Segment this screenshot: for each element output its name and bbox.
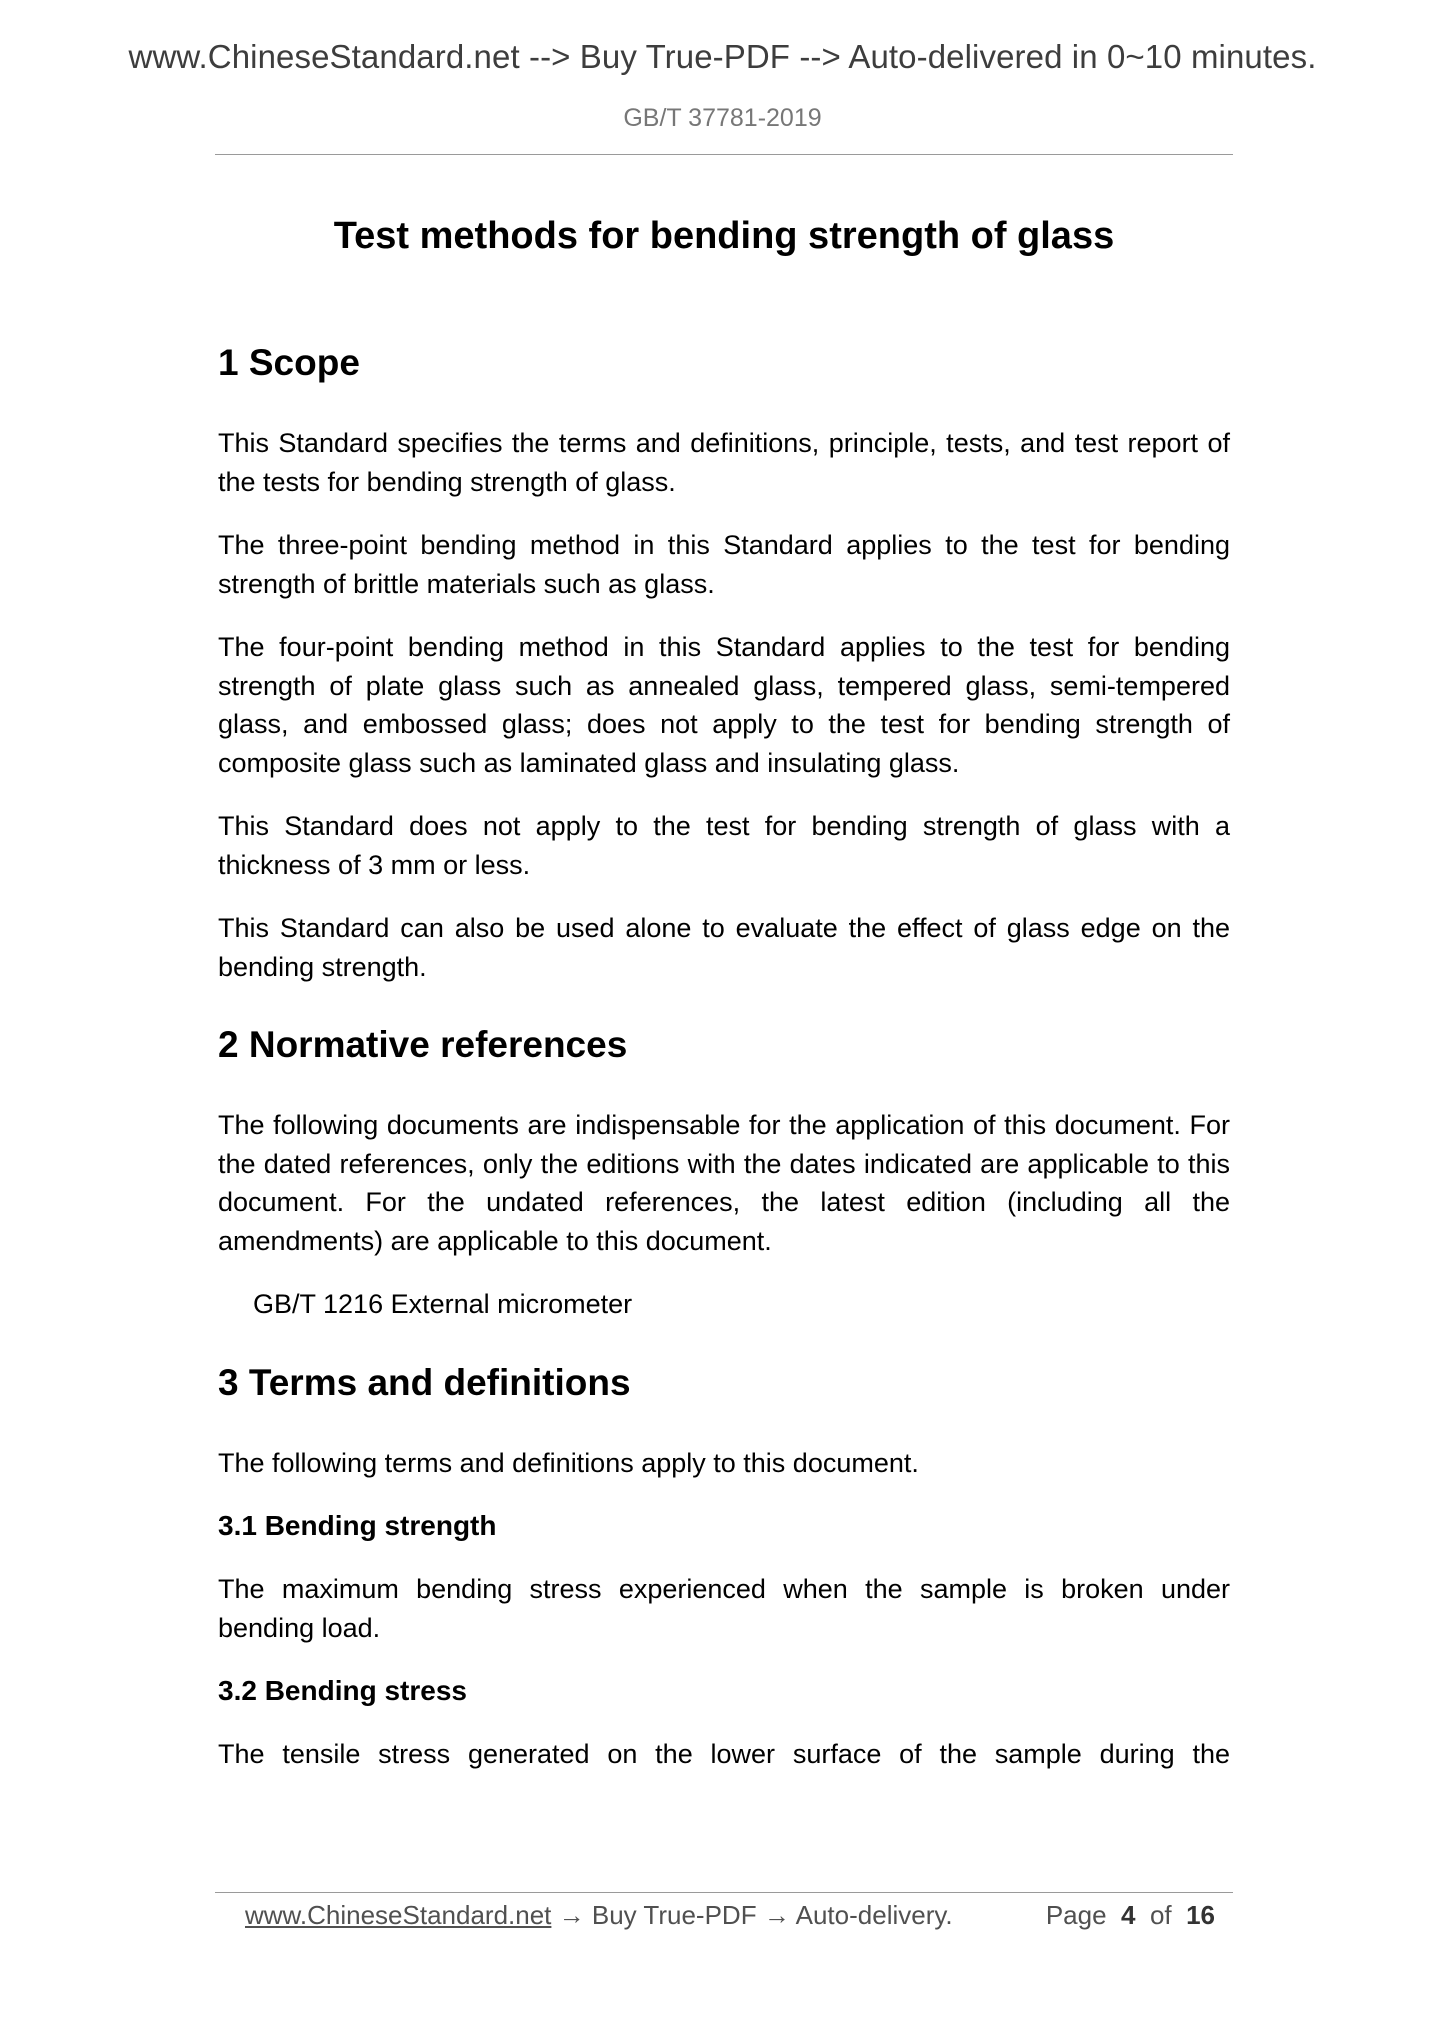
- section-2-intro: The following documents are indispensable for the application of this document. For the dated references, only the editions with the dates indicated are applicable to this document. For the undated references, the latest edition (including all the amendments) are applicable to this document.: [218, 1110, 1230, 1256]
- footer-delivery-text: Auto-delivery.: [795, 1900, 953, 1930]
- reference-item: GB/T 1216 External micrometer: [253, 1289, 633, 1319]
- page-total: 16: [1186, 1900, 1215, 1930]
- footer-buy-text: Buy True-PDF: [591, 1900, 757, 1930]
- section-1-paragraph: The four-point bending method in this Standard applies to the test for bending strength of plate glass such as annealed glass, tempered glass, semi-tempered glass, and embossed glass; does not apply to the test for bending strength of composite glass such as laminated glass and insulating glass.: [218, 632, 1230, 778]
- page-footer: [245, 1897, 1215, 1933]
- term-3-2-definition: The tensile stress generated on the lower surface of the sample during the: [218, 1739, 1230, 1769]
- footer-divider: [215, 1892, 1233, 1893]
- section-3-intro: The following terms and definitions apply to this document.: [218, 1447, 919, 1478]
- section-1-paragraph: This Standard specifies the terms and definitions, principle, tests, and test report of the tests for bending strength of glass.: [218, 428, 1230, 497]
- page-current: 4: [1121, 1900, 1136, 1930]
- page-number: [1046, 1897, 1215, 1933]
- footer-site-link[interactable]: www.ChineseStandard.net: [245, 1900, 552, 1930]
- term-3-2-heading: 3.2 Bending stress: [218, 1675, 467, 1706]
- term-3-1-definition: The maximum bending stress experienced when the sample is broken under bending load.: [218, 1574, 1230, 1643]
- section-3-heading: 3 Terms and definitions: [218, 1361, 631, 1403]
- section-1-paragraph: The three-point bending method in this Standard applies to the test for bending strength of brittle materials such as glass.: [218, 530, 1230, 599]
- document-title: Test methods for bending strength of glass: [333, 215, 1115, 257]
- arrow-right-icon: →: [558, 1900, 585, 1930]
- arrow-right-icon: →: [763, 1900, 790, 1930]
- top-banner: www.ChineseStandard.net --> Buy True-PDF --> Auto-delivered in 0~10 minutes.: [128, 38, 1317, 75]
- standard-code: GB/T 37781-2019: [623, 104, 822, 132]
- section-1-paragraph: This Standard does not apply to the test for bending strength of glass with a thickness of 3 mm or less.: [218, 811, 1230, 880]
- section-2-heading: 2 Normative references: [218, 1024, 628, 1065]
- document-body: [218, 210, 1230, 1774]
- page-of-label: of: [1149, 1900, 1172, 1930]
- section-1-paragraph: This Standard can also be used alone to evaluate the effect of glass edge on the bending strength.: [218, 913, 1230, 982]
- page-label: Page: [1045, 1900, 1107, 1930]
- term-3-1-heading: 3.1 Bending strength: [218, 1510, 497, 1541]
- header-divider: [215, 154, 1233, 155]
- section-1-heading: 1 Scope: [218, 342, 360, 383]
